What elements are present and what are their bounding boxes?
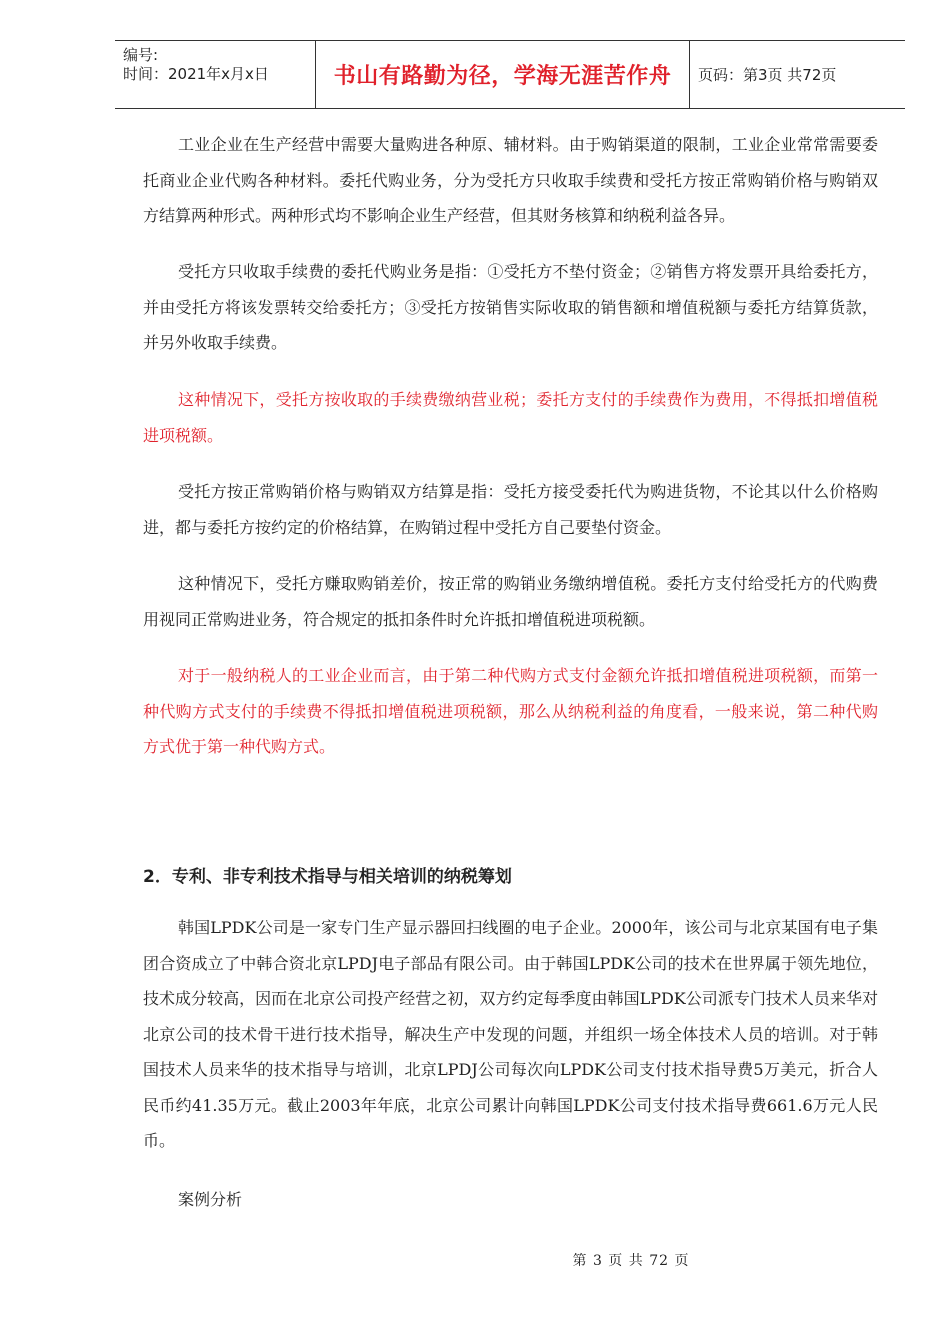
paragraph-8: 案例分析 <box>178 1190 243 1209</box>
paragraph-6-highlight: 对于一般纳税人的工业企业而言，由于第二种代购方式支付金额允许抵扣增值税进项税额，而第一种代购方式支付的手续费不得抵扣增值税进项税额，那么从纳税利益的角度看，一般来说，第二种代购方式优于第一种代购方式。 <box>143 666 878 756</box>
header-meta-cell <box>115 41 316 108</box>
header-page-info: 页码：第3页 共72页 <box>698 66 837 84</box>
document-number-label: 编号: <box>123 46 159 64</box>
header-motto: 书山有路勤为径，学海无涯苦作舟 <box>333 64 672 89</box>
section-heading: 2．专利、非专利技术指导与相关培训的纳税筹划 <box>143 867 512 887</box>
paragraph-1: 工业企业在生产经营中需要大量购进各种原、辅材料。由于购销渠道的限制，工业企业常常需要委托商业企业代购各种材料。委托代购业务，分为受托方只收取手续费和受托方按正常购销价格与购销双方结算两种形式。两种形式均不影响企业生产经营，但其财务核算和纳税利益各异。 <box>143 135 878 225</box>
paragraph-4: 受托方按正常购销价格与购销双方结算是指：受托方接受委托代为购进货物，不论其以什么价格购进，都与委托方按约定的价格结算，在购销过程中受托方自己要垫付资金。 <box>143 482 878 537</box>
paragraph-5: 这种情况下，受托方赚取购销差价，按正常的购销业务缴纳增值税。委托方支付给受托方的代购费用视同正常购进业务，符合规定的抵扣条件时允许抵扣增值税进项税额。 <box>143 574 878 629</box>
paragraph-2: 受托方只收取手续费的委托代购业务是指：①受托方不垫付资金；②销售方将发票开具给委托方，并由受托方将该发票转交给委托方；③受托方按销售实际收取的销售额和增值税额与委托方结算货款，并另外收取手续费。 <box>143 262 878 352</box>
document-date: 时间：2021年x月x日 <box>123 65 269 83</box>
page-header <box>115 40 905 109</box>
paragraph-3-highlight: 这种情况下，受托方按收取的手续费缴纳营业税；委托方支付的手续费作为费用，不得抵扣增值税进项税额。 <box>143 390 878 445</box>
paragraph-7: 韩国LPDK公司是一家专门生产显示器回扫线圈的电子企业。2000年，该公司与北京某国有电子集团合资成立了中韩合资北京LPDJ电子部品有限公司。由于韩国LPDK公司的技术在世界属于领先地位，技术成分较高，因而在北京公司投产经营之初，双方约定每季度由韩国LPDK公司派专门技术人员来华对北京公司的技术骨干进行技术指导，解决生产中发现的问题，并组织一场全体技术人员的培训。对于韩国技术人员来华的技术指导与培训，北京LPDJ公司每次向LPDK公司支付技术指导费5万美元，折合人民币约41.35万元。截止2003年年底，北京公司累计向韩国LPDK公司支付技术指导费661.6万元人民币。 <box>143 918 878 1150</box>
header-motto-cell <box>316 41 690 108</box>
page-footer: 第 3 页 共 72 页 <box>572 1253 690 1269</box>
